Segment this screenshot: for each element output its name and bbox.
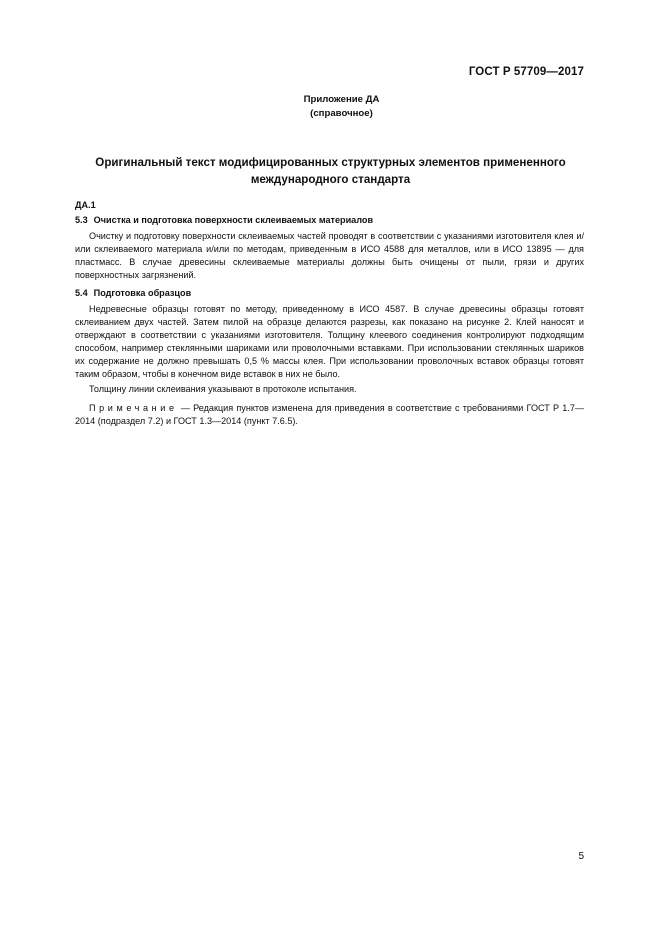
note-label: Примечание bbox=[89, 403, 178, 414]
section-heading-5-3 bbox=[75, 214, 584, 227]
section-id: ДА.1 bbox=[75, 200, 96, 210]
page-number: 5 bbox=[578, 851, 584, 862]
section-title: Очистка и подготовка поверхности склеиваемых материалов bbox=[93, 215, 374, 226]
document-code: ГОСТ Р 57709—2017 bbox=[468, 66, 584, 78]
note bbox=[75, 402, 584, 428]
annex-heading bbox=[0, 93, 661, 120]
section-title: Подготовка образцов bbox=[93, 287, 192, 298]
section-number: 5.3 bbox=[75, 215, 88, 226]
section-5-3-paragraph: Очистку и подготовку поверхности склеиваемых частей проводят в соответствии с указаниями изготовителя клея и/или склеиваемого материала и/или по методам, приведенным в ИСО 4588 для металлов, или в ИСО 13895 — для пластмасс. В случае древесины склеиваемые материалы должны быть очищены от пыли, грязи и других поверхностных загрязнений. bbox=[75, 231, 584, 281]
section-5-4-paragraph-2: Толщину линии склеивания указывают в протоколе испытания. bbox=[89, 384, 357, 395]
main-title-line-2: международного стандарта bbox=[250, 172, 411, 186]
document-body bbox=[75, 199, 584, 429]
main-title-line-1: Оригинальный текст модифицированных структурных элементов примененного bbox=[95, 156, 566, 169]
section-heading-5-4 bbox=[75, 287, 584, 300]
section-5-4-paragraph-1: Недревесные образцы готовят по методу, приведенному в ИСО 4587. В случае древесины образцы готовят склеиванием двух частей. Затем пилой на образце делаются разрезы, как показано на рисунке 2. Клей наносят и отверждают в соответствии с указаниями изготовителя. Толщину клеевого соединения контролируют подходящим способом, например стеклянными шариками или проволочными вставками. При использовании стеклянных шариков их содержание не должно превышать 0,5 % массы клея. При использовании проволочных вставок образцы готовят таким образом, чтобы в конечном виде вставок в них не было. bbox=[75, 303, 584, 380]
note-text: — Редакция пунктов изменена для приведения в соответствие с требованиями ГОСТ Р 1.7—2014 (подраздел 7.2) и ГОСТ 1.3—2014 (пункт 7.6.5). bbox=[75, 403, 584, 427]
annex-title: Приложение ДА bbox=[303, 94, 380, 105]
main-title bbox=[70, 155, 591, 188]
annex-subtitle: (справочное) bbox=[310, 107, 373, 119]
section-number: 5.4 bbox=[75, 287, 88, 298]
